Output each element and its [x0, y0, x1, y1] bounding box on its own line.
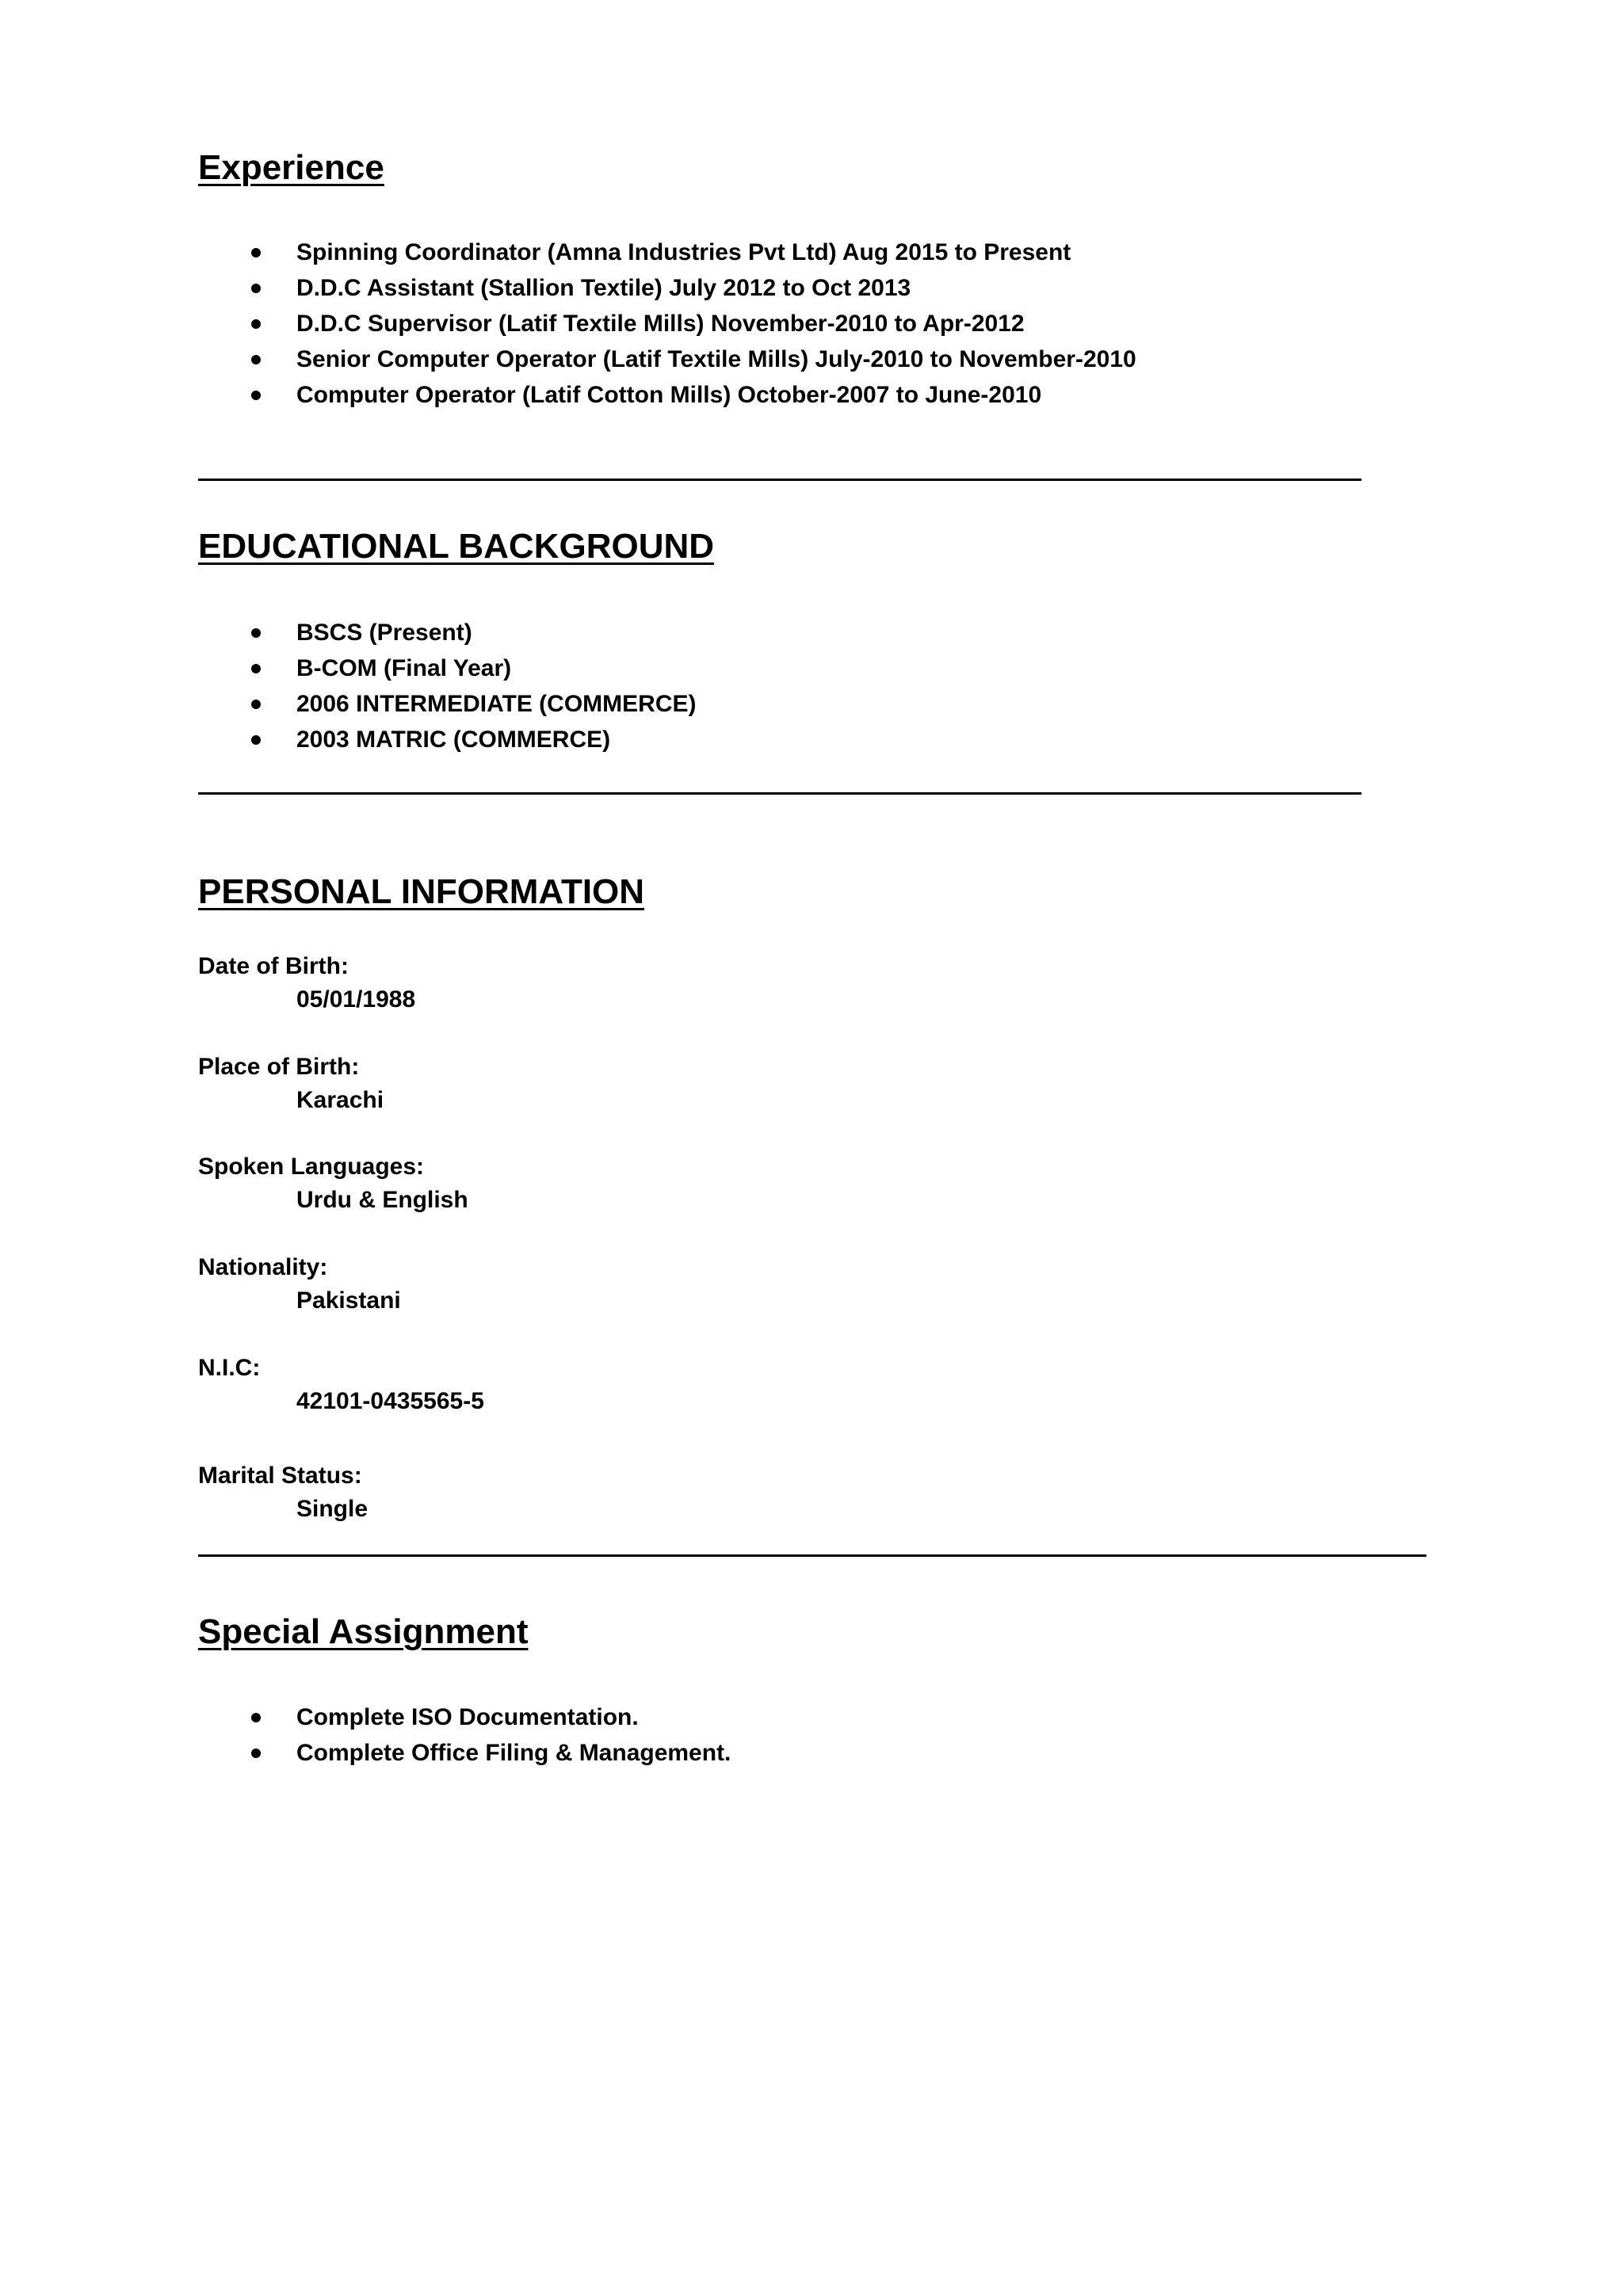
- section-divider: [198, 479, 1361, 481]
- dob-label: Date of Birth:: [198, 953, 349, 979]
- pob-label: Place of Birth:: [198, 1054, 360, 1080]
- section-divider: [198, 1554, 1426, 1557]
- dob-value: 05/01/1988: [296, 986, 416, 1013]
- bullet-icon: [251, 700, 261, 709]
- bullet-icon: [251, 628, 261, 638]
- bullet-icon: [251, 1749, 261, 1758]
- education-heading: EDUCATIONAL BACKGROUND: [198, 527, 715, 566]
- bullet-icon: [251, 735, 261, 745]
- experience-heading: Experience: [198, 148, 384, 187]
- languages-value: Urdu & English: [296, 1187, 468, 1213]
- marital-status-value: Single: [296, 1496, 369, 1522]
- nationality-label: Nationality:: [198, 1254, 328, 1280]
- resume-page: Experience Spinning Coordinator (Amna Industries Pvt Ltd) Aug 2015 to Present D.D.C Assistant (Stallion Textile) July 2012 to Oct 2013 D.D.C Supervisor (Latif Textile Mills) November-2010 to Apr-2012 Senior Computer Operator (Latif Textile Mills) July-2010 to November-2010 Computer Operator (Latif Cotton Mills) October-2007 to June-2010 EDUCATIONAL BACKGROUND BSCS (Present) B-COM (Final Year) 2006 INTERMEDIATE (COMMERCE) 2003 MATRIC (COMMERCE) PERSONAL INFORMATION Date of Birth: 05/01/1988 Place of Birth: Karachi Spoken Languages: Urdu & English Nationality: Pakistani N.I.C: 42101-0435565-5 Marital Status: Single Special Assignment Complete ISO Documentation. Complete Office Filing & Management.: [0, 0, 1623, 2296]
- nationality-value: Pakistani: [296, 1287, 401, 1314]
- bullet-icon: [251, 664, 261, 673]
- bullet-icon: [251, 319, 261, 329]
- nic-value: 42101-0435565-5: [296, 1388, 484, 1414]
- personal-heading: PERSONAL INFORMATION: [198, 872, 645, 911]
- bullet-icon: [251, 355, 261, 364]
- bullet-icon: [251, 248, 261, 257]
- bullet-icon: [251, 391, 261, 400]
- bullet-icon: [251, 284, 261, 293]
- special-heading: Special Assignment: [198, 1612, 529, 1651]
- section-divider: [198, 792, 1361, 795]
- languages-label: Spoken Languages:: [198, 1154, 425, 1180]
- marital-status-label: Marital Status:: [198, 1463, 362, 1489]
- nic-label: N.I.C:: [198, 1355, 261, 1381]
- bullet-icon: [251, 1713, 261, 1722]
- pob-value: Karachi: [296, 1087, 384, 1113]
